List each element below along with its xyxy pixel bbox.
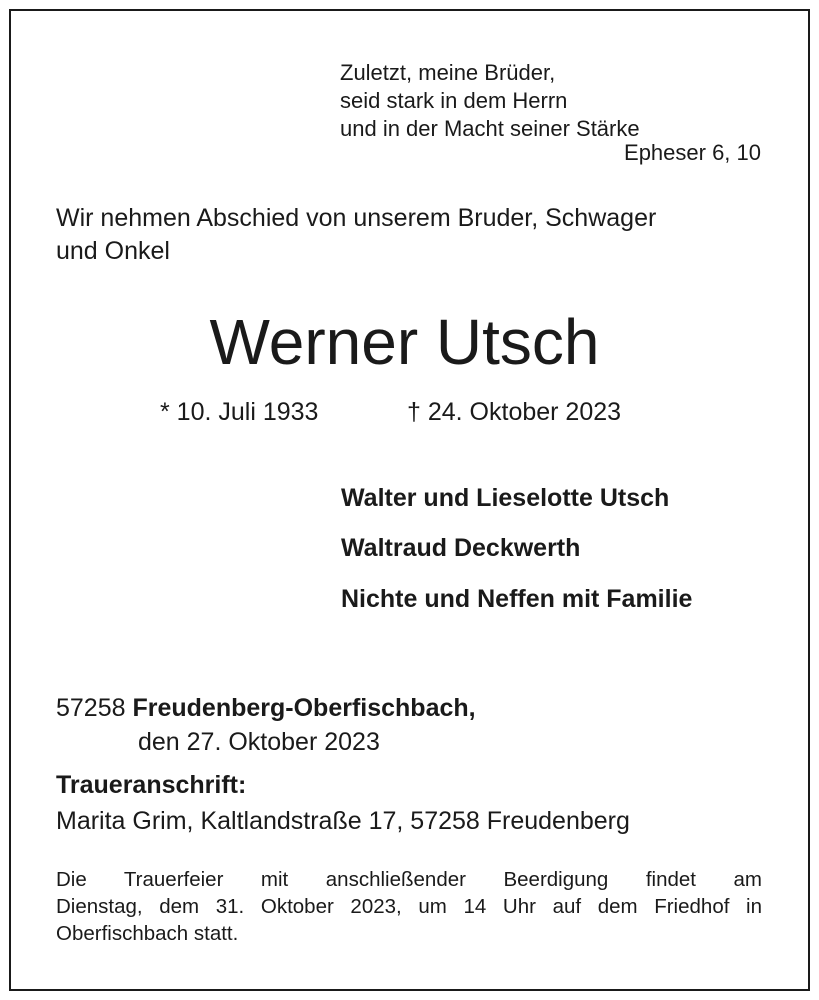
verse-reference: Epheser 6, 10 [624, 140, 761, 165]
ceremony-line: Dienstag, dem 31. Oktober 2023, um 14 Uhr auf dem Friedhof in [56, 895, 762, 918]
death-date: † 24. Oktober 2023 [407, 398, 622, 426]
farewell-intro [56, 202, 656, 268]
verse-line: Zuletzt, meine Brüder, [340, 60, 556, 85]
intro-line: und Onkel [56, 237, 170, 265]
verse-line: seid stark in dem Herrn [340, 88, 568, 113]
city-name: Freudenberg-Oberfischbach, [132, 694, 476, 722]
postal-code: 57258 [56, 694, 126, 722]
deceased-name: Werner Utsch [209, 306, 600, 378]
mourning-address-heading: Traueranschrift: [56, 771, 247, 799]
ceremony-info [56, 866, 762, 947]
notice-date: den 27. Oktober 2023 [138, 728, 380, 756]
place-line [56, 693, 476, 723]
mourner-name: Nichte und Neffen mit Familie [341, 585, 693, 613]
verse-line: und in der Macht seiner Stärke [340, 116, 640, 141]
birth-date: * 10. Juli 1933 [160, 398, 319, 426]
mourner-name: Walter und Lieselotte Utsch [341, 484, 670, 512]
mourning-address: Marita Grim, Kaltlandstraße 17, 57258 Freudenberg [56, 807, 630, 835]
ceremony-line: Oberfischbach statt. [56, 922, 239, 945]
intro-line: Wir nehmen Abschied von unserem Bruder, Schwager [56, 204, 657, 232]
ceremony-line: Die Trauerfeier mit anschließender Beerdigung findet am [56, 868, 762, 891]
bible-verse [340, 59, 640, 143]
mourner-name: Waltraud Deckwerth [341, 534, 581, 562]
